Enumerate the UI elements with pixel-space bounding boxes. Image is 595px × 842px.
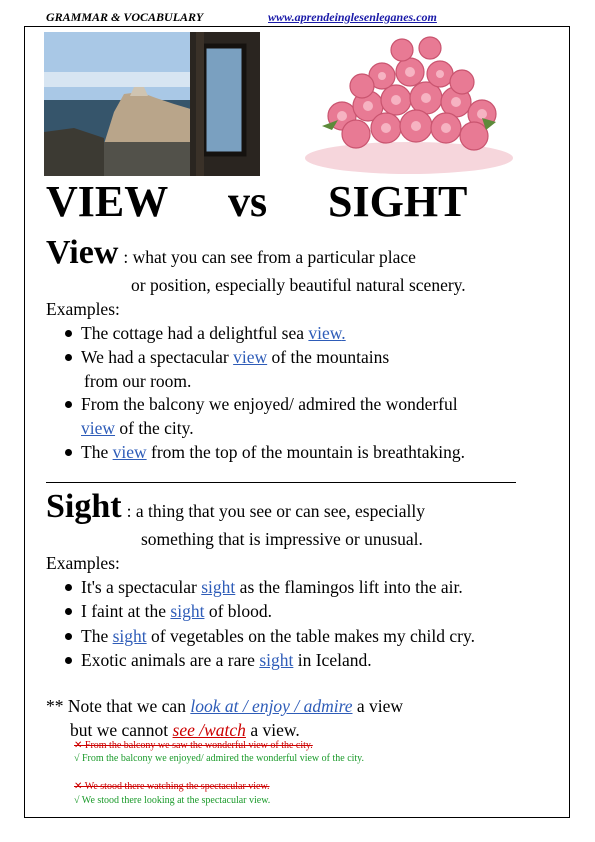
example-text: It's a spectacular bbox=[81, 577, 202, 597]
sight-link[interactable]: sight bbox=[259, 650, 294, 670]
roses-photo bbox=[302, 30, 516, 176]
sight-definition-line1: : a thing that you see or can see, especially bbox=[126, 501, 425, 521]
title-vs: vs bbox=[228, 177, 268, 226]
example-text: of the mountains bbox=[267, 347, 390, 367]
example-text: . bbox=[341, 323, 346, 343]
view-link[interactable]: view bbox=[308, 323, 342, 343]
wrong-example-2: ✕ We stood there watching the spectacular view. bbox=[74, 781, 270, 792]
section-divider bbox=[46, 482, 516, 483]
view-photo bbox=[44, 32, 260, 176]
example-text: The cottage had a delightful sea bbox=[81, 323, 309, 343]
bullet bbox=[65, 354, 72, 361]
sight-term: Sight bbox=[46, 488, 122, 525]
bullet bbox=[65, 608, 72, 615]
view-definition-line2: or position, especially beautiful natural scenery. bbox=[131, 275, 466, 295]
example-text: from the top of the mountain is breathtaking. bbox=[146, 442, 465, 462]
note-line-2 bbox=[70, 718, 300, 742]
view-heading bbox=[46, 236, 416, 270]
bullet bbox=[65, 449, 72, 456]
note-text: but we cannot bbox=[70, 720, 173, 740]
sight-link[interactable]: sight bbox=[170, 601, 205, 621]
website-link[interactable]: www.aprendeinglesenleganes.com bbox=[268, 10, 437, 24]
view-example-2-cont: from our room. bbox=[84, 371, 192, 391]
view-examples-label: Examples: bbox=[46, 299, 120, 319]
example-text: of the city. bbox=[115, 418, 194, 438]
note-verbs-link[interactable]: look at / enjoy / admire bbox=[190, 696, 353, 716]
note-text: a view bbox=[352, 696, 404, 716]
sight-examples-label: Examples: bbox=[46, 553, 120, 573]
note-wrong-verbs: see /watch bbox=[172, 720, 246, 740]
sight-example-1 bbox=[81, 575, 463, 599]
view-link[interactable]: view bbox=[81, 418, 116, 438]
view-link[interactable]: view bbox=[112, 442, 147, 462]
view-example-1 bbox=[81, 321, 346, 345]
note-text: ** Note that we can bbox=[46, 696, 191, 716]
bullet bbox=[65, 330, 72, 337]
sight-example-3 bbox=[81, 624, 475, 648]
example-text: The bbox=[81, 626, 113, 646]
wrong-example-1: ✕ From the balcony we saw the wonderful view of the city. bbox=[74, 740, 313, 751]
view-definition-line1: : what you can see from a particular place bbox=[123, 247, 416, 267]
note-text: a view. bbox=[245, 720, 300, 740]
sight-link[interactable]: sight bbox=[112, 626, 147, 646]
bullet bbox=[65, 401, 72, 408]
view-example-2 bbox=[81, 345, 389, 369]
correct-example-1: √ From the balcony we enjoyed/ admired the wonderful view of the city. bbox=[74, 753, 365, 764]
sight-example-4 bbox=[81, 648, 372, 672]
view-term: View bbox=[46, 234, 119, 271]
sight-heading bbox=[46, 490, 425, 524]
correct-example-2: √ We stood there looking at the spectacular view. bbox=[74, 795, 271, 806]
header-section-label: GRAMMAR & VOCABULARY bbox=[46, 10, 204, 24]
example-text: I faint at the bbox=[81, 601, 171, 621]
sight-definition-line2: something that is impressive or unusual. bbox=[141, 529, 423, 549]
view-example-3: From the balcony we enjoyed/ admired the wonderful bbox=[81, 394, 458, 414]
bullet bbox=[65, 657, 72, 664]
title-view: VIEW bbox=[46, 177, 169, 226]
view-link[interactable]: view bbox=[233, 347, 268, 367]
sight-example-2 bbox=[81, 599, 272, 623]
note-line-1 bbox=[46, 694, 403, 718]
example-text: Exotic animals are a rare bbox=[81, 650, 260, 670]
example-text: We had a spectacular bbox=[81, 347, 234, 367]
view-example-3-cont bbox=[81, 416, 194, 440]
title-sight: SIGHT bbox=[328, 177, 468, 226]
example-text: The bbox=[81, 442, 113, 462]
example-text: of blood. bbox=[204, 601, 273, 621]
example-text: of vegetables on the table makes my child cry. bbox=[146, 626, 475, 646]
example-text: in Iceland. bbox=[293, 650, 372, 670]
bullet bbox=[65, 633, 72, 640]
sight-link[interactable]: sight bbox=[201, 577, 236, 597]
example-text: as the flamingos lift into the air. bbox=[235, 577, 463, 597]
view-example-4 bbox=[81, 440, 465, 464]
bullet bbox=[65, 584, 72, 591]
